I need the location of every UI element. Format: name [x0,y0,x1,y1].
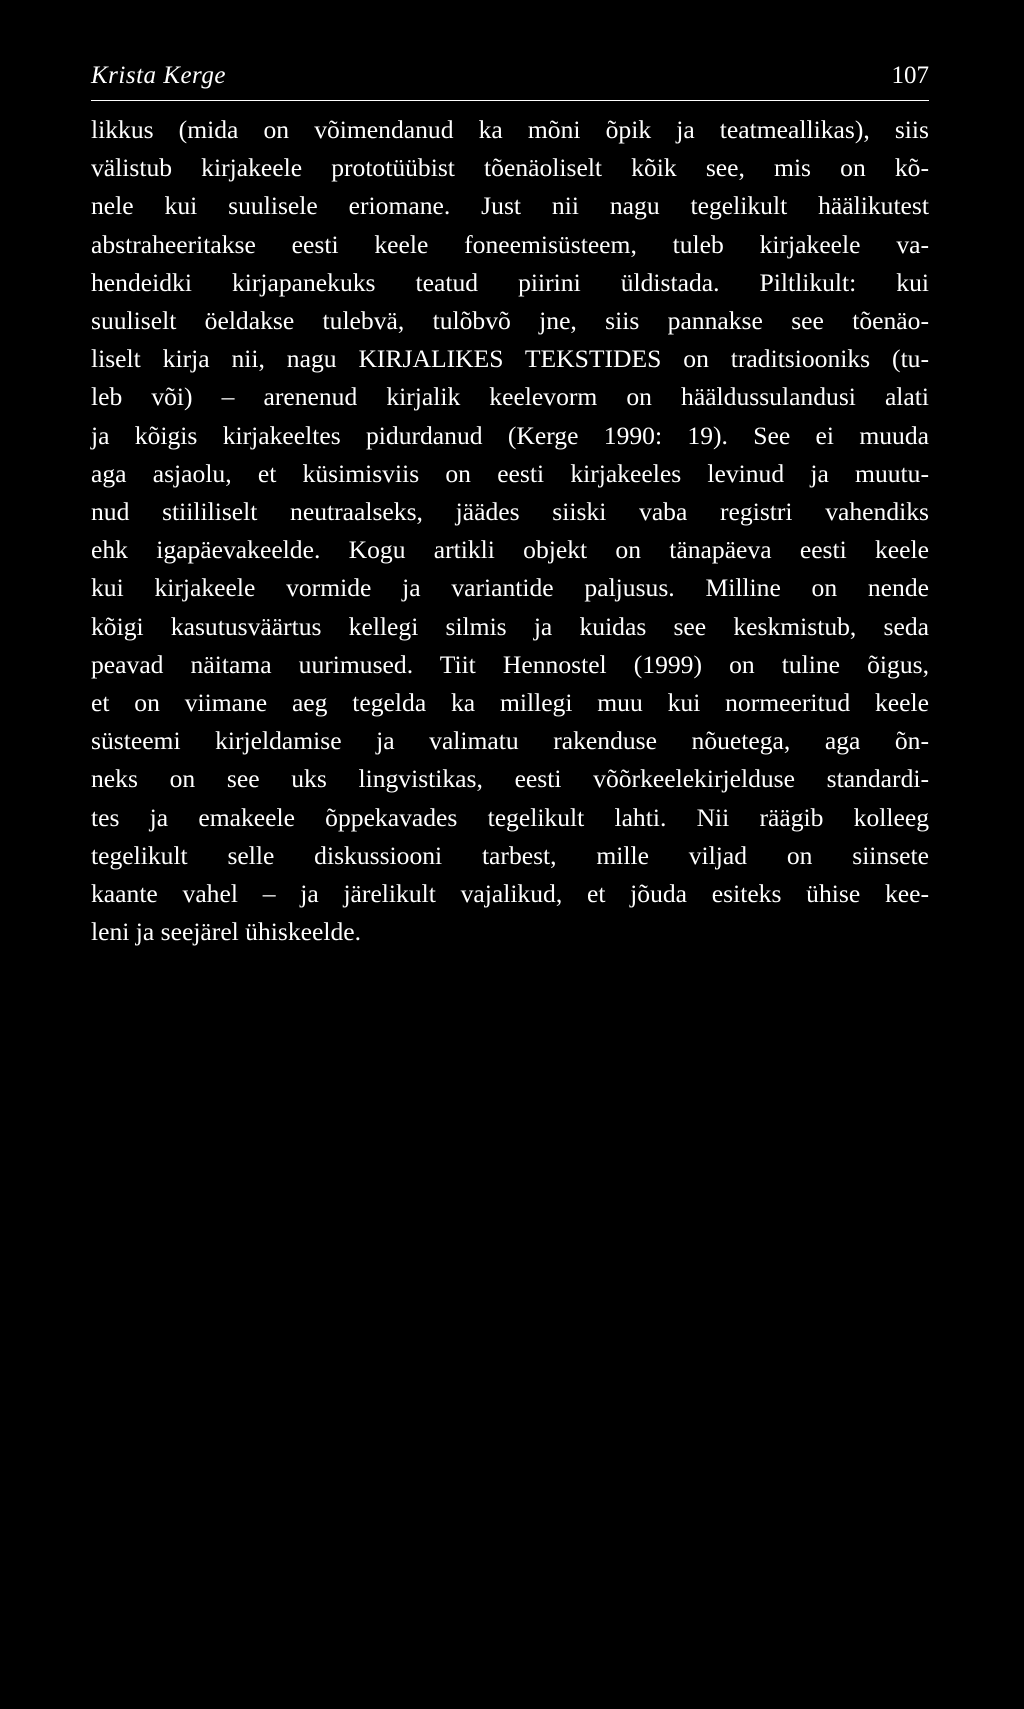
text-line: likkus (mida on võimendanud ka mõni õpik ja teatmeallikas), siis [91,115,929,144]
text-line: leni ja seejärel ühiskeelde. [91,917,362,947]
text-line: ehk igapäevakeelde. Kogu artikli objekt on tänapäeva eesti keele [91,535,929,565]
text-line: abstraheeritakse eesti keele foneemisüsteem, tuleb kirjakeele va- [91,229,929,259]
text-line: kõigi kasutusväärtus kellegi silmis ja kuidas see keskmistub, seda [91,611,929,641]
text-line: liselt kirja nii, nagu KIRJALIKES TEKSTIDES on traditsiooniks (tu- [91,344,929,374]
text-line: nele kui suulisele eriomane. Just nii nagu tegelikult häälikutest [91,191,929,221]
running-header [91,60,929,101]
text-line: kaante vahel – ja järelikult vajalikud, et jõuda esiteks ühise kee- [91,879,929,909]
body-paragraph [91,111,929,951]
text-line: kui kirjakeele vormide ja variantide paljusus. Milline on nende [91,573,929,603]
text-line: neks on see uks lingvistikas, eesti võõrkeelekirjelduse standardi- [91,764,929,794]
text-line: ja kõigis kirjakeeltes pidurdanud (Kerge 1990: 19). See ei muuda [91,420,929,450]
text-line: tes ja emakeele õppekavades tegelikult lahti. Nii räägib kolleeg [91,802,929,832]
text-line: tegelikult selle diskussiooni tarbest, mille viljad on siinsete [91,840,929,870]
text-line: aga asjaolu, et küsimisviis on eesti kirjakeeles levinud ja muutu- [91,458,929,488]
text-line: suuliselt öeldakse tulebvä, tulõbvõ jne, siis pannakse see tõenäo- [91,306,929,336]
text-line: leb või) – arenenud kirjalik keelevorm on hääldussulandusi alati [91,382,929,412]
page-number: 107 [891,62,929,89]
text-line: hendeidki kirjapanekuks teatud piirini üldistada. Piltlikult: kui [91,267,929,297]
text-line: välistub kirjakeele prototüübist tõenäoliselt kõik see, mis on kõ- [91,153,929,183]
running-header-author: Krista Kerge [91,62,226,89]
text-line: et on viimane aeg tegelda ka millegi muu kui normeeritud keele [91,688,929,718]
text-line: nud stiililiselt neutraalseks, jäädes siiski vaba registri vahendiks [91,497,929,527]
text-line: peavad näitama uurimused. Tiit Hennostel (1999) on tuline õigus, [91,649,929,679]
text-line: süsteemi kirjeldamise ja valimatu rakenduse nõuetega, aga õn- [91,726,929,756]
